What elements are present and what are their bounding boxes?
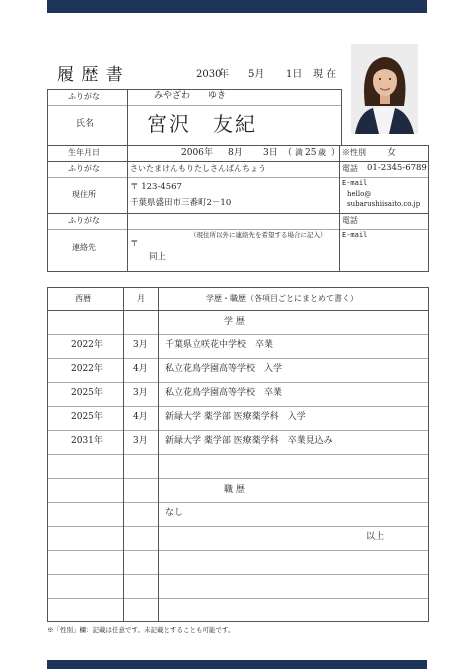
contact-label: 連絡先 [72, 243, 96, 252]
bottom-accent-bar [47, 660, 427, 669]
address-furigana-label: ふりがな [68, 164, 100, 173]
sex-label: ※性別 [342, 148, 366, 157]
date-now: 現 在 [313, 69, 337, 80]
row-2-month: 4月 [133, 364, 148, 374]
name-label: 氏名 [76, 119, 95, 129]
work-heading: 職 歴 [224, 485, 245, 495]
birth-month: 8月 [228, 148, 243, 158]
phone-value: 01-2345-6789 [367, 163, 427, 173]
date-year: 2030 [196, 69, 222, 80]
end-mark: 以上 [366, 532, 385, 542]
phone-label: 電話 [342, 164, 358, 173]
row-4-month: 4月 [133, 412, 148, 422]
age-close: ） [331, 148, 341, 158]
row-4-year: 2025年 [71, 412, 103, 422]
email-line1: hello@ [347, 190, 372, 198]
row-2-year: 2022年 [71, 364, 103, 374]
row-1-year: 2022年 [71, 340, 103, 350]
contact-postal: 〒 [130, 239, 139, 249]
col-year-header: 西暦 [75, 294, 91, 303]
date-day: 1日 [286, 69, 303, 80]
row-5-month: 3月 [133, 436, 148, 446]
birth-day: 3日 [263, 148, 278, 158]
name-furigana: みやざわ ゆき [154, 91, 227, 101]
education-heading: 学 歴 [224, 317, 245, 327]
row-4-text: 新緑大学 薬学部 医療薬学科 入学 [165, 412, 306, 422]
work-none: なし [165, 508, 184, 518]
birth-year: 2006 [181, 148, 204, 158]
col-content-header: 学歴・職歴（各項目ごとにまとめて書く） [206, 294, 358, 303]
sex-value: 女 [387, 148, 397, 158]
birth-label: 生年月日 [68, 148, 100, 157]
postal-code: 〒 123-4567 [130, 182, 182, 192]
full-name: 宮沢 友紀 [147, 112, 257, 136]
row-2-text: 私立花鳥学園高等学校 入学 [165, 364, 283, 374]
row-5-year: 2031年 [71, 436, 103, 446]
birth-year-unit: 年 [204, 148, 214, 158]
row-3-year: 2025年 [71, 388, 103, 398]
date-year-unit: 年 [219, 69, 229, 80]
address-furigana: さいたまけんもりたしさんばんちょう [130, 164, 266, 173]
row-1-text: 千葉県立咲花中学校 卒業 [165, 340, 274, 350]
email-label: E-mail [342, 179, 368, 187]
email-line2: subarushiisaito.co.jp [347, 200, 421, 208]
row-1-month: 3月 [133, 340, 148, 350]
contact-note: （現住所以外に連絡先を希望する場合に記入） [190, 231, 327, 239]
portrait-photo [351, 44, 418, 134]
contact-same: 同上 [149, 252, 167, 262]
age-man: 満 [295, 148, 303, 157]
age-unit: 歳 [318, 148, 326, 157]
row-3-text: 私立花鳥学園高等学校 卒業 [165, 388, 283, 398]
furigana-label: ふりがな [68, 92, 100, 101]
contact-furigana-label: ふりがな [68, 216, 100, 225]
address-value: 千葉県盛田市三番町2－10 [130, 198, 232, 208]
age-value: 25 [305, 148, 317, 158]
top-accent-bar [47, 0, 427, 13]
contact-phone-label: 電話 [342, 216, 358, 225]
footnote: ※「性別」欄：記載は任意です。未記載とすることも可能です。 [47, 626, 235, 634]
row-3-month: 3月 [133, 388, 148, 398]
document-title: 履 歴 書 [57, 65, 124, 85]
col-month-header: 月 [137, 294, 145, 303]
row-5-text: 新緑大学 薬学部 医療薬学科 卒業見込み [165, 436, 333, 446]
date-month: 5月 [248, 69, 265, 80]
address-label: 現住所 [72, 190, 96, 199]
age-open: （ [283, 148, 293, 158]
contact-email-label: E-mail [342, 231, 368, 239]
